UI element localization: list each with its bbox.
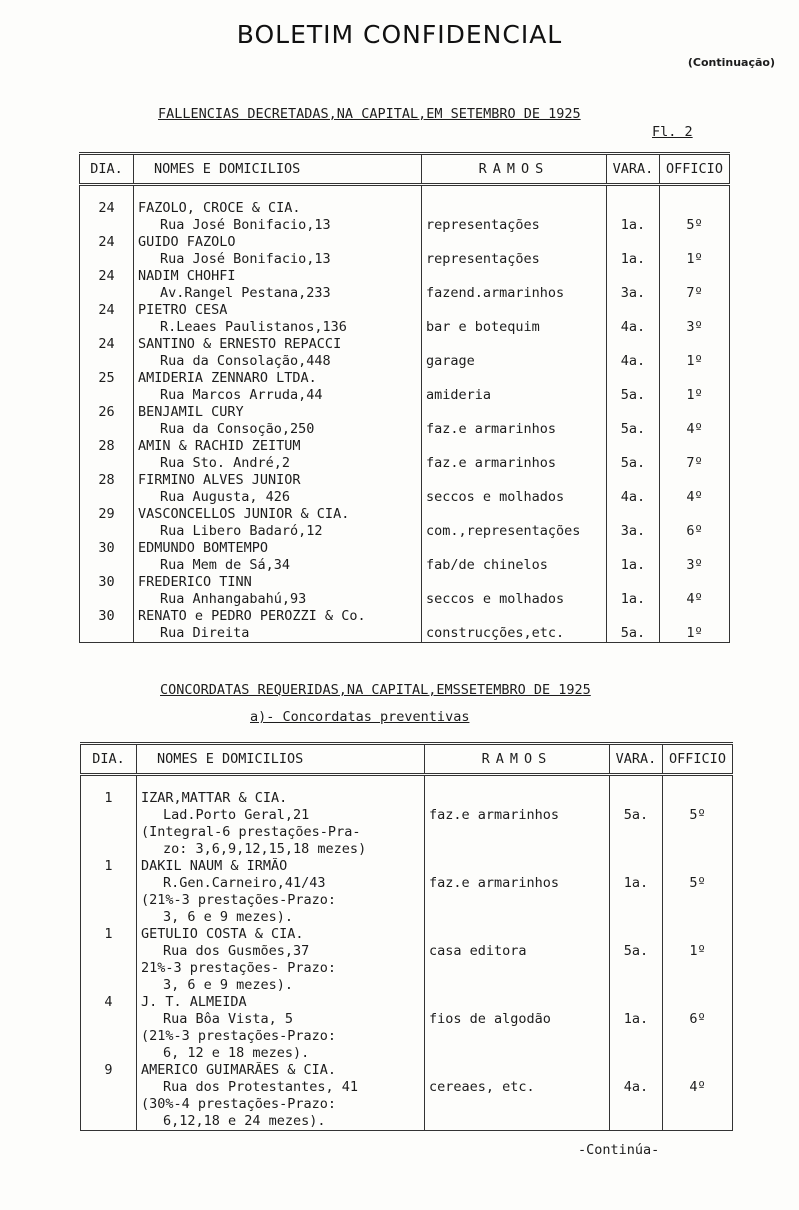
dia-cell: 24 [80, 185, 134, 235]
officio-cell [660, 302, 730, 336]
officio-text: 1º [686, 251, 703, 267]
vara-cell [610, 1062, 663, 1131]
ramo-cell [422, 185, 607, 235]
col-ramos: RAMOS [422, 154, 607, 185]
terms-line: zo: 3,6,9,12,15,18 mezes) [163, 841, 367, 857]
officio-text: 4º [686, 591, 703, 607]
ramo-text: faz.e armarinhos [429, 807, 560, 823]
terms-line: 21%-3 prestações- Prazo: [141, 960, 337, 976]
terms-line: 3, 6 e 9 mezes). [163, 977, 294, 993]
firm-address: Rua Sto. André,2 [160, 455, 291, 471]
officio-cell [660, 540, 730, 574]
officio-cell [660, 438, 730, 472]
col-nomes: NOMES E DOMICILIOS [137, 744, 425, 775]
table-row [80, 234, 730, 268]
table-row [80, 185, 730, 235]
firm-address: Rua Bôa Vista, 5 [163, 1011, 294, 1027]
firm-name: GETULIO COSTA & CIA. [141, 926, 304, 942]
ramo-text: com.,representações [426, 523, 581, 539]
ramo-cell [422, 404, 607, 438]
ramo-text: fios de algodão [429, 1011, 551, 1027]
officio-text: 1º [686, 353, 703, 369]
firm-name: BENJAMIL CURY [138, 404, 244, 420]
vara-cell [610, 926, 663, 994]
table-row [80, 608, 730, 643]
dia-cell: 30 [80, 574, 134, 608]
firm-name: AMIDERIA ZENNARO LTDA. [138, 370, 317, 386]
firm-address: Rua da Consolação,448 [160, 353, 331, 369]
firm-name: PIETRO CESA [138, 302, 228, 318]
firm-name: GUIDO FAZOLO [138, 234, 236, 250]
col-vara: VARA. [607, 154, 660, 185]
officio-text: 5º [686, 217, 703, 233]
nome-cell [137, 994, 425, 1062]
table-row [80, 268, 730, 302]
vara-cell [607, 472, 660, 506]
vara-text: 1a. [620, 557, 646, 573]
dia-cell: 24 [80, 268, 134, 302]
dia-cell: 1 [81, 926, 137, 994]
officio-cell [663, 858, 733, 926]
vara-cell [607, 438, 660, 472]
firm-name: AMERICO GUIMARÃES & CIA. [141, 1062, 337, 1078]
vara-text: 1a. [623, 875, 649, 891]
firm-address: Rua da Consoção,250 [160, 421, 315, 437]
firm-name: IZAR,MATTAR & CIA. [141, 790, 288, 806]
dia-cell: 24 [80, 234, 134, 268]
firm-address: Rua José Bonifacio,13 [160, 217, 331, 233]
nome-cell [134, 608, 422, 643]
ramo-text: fazend.armarinhos [426, 285, 565, 301]
firm-address: Rua Libero Badaró,12 [160, 523, 323, 539]
continuation-label: (Continuação) [687, 56, 775, 69]
vara-cell [610, 858, 663, 926]
nome-cell [137, 775, 425, 859]
ramo-cell [422, 268, 607, 302]
dia-cell: 26 [80, 404, 134, 438]
table-row [81, 1062, 733, 1131]
concordatas-table [80, 742, 733, 1131]
ramo-cell [422, 234, 607, 268]
nome-cell [134, 302, 422, 336]
officio-text: 7º [686, 455, 703, 471]
officio-text: 6º [686, 523, 703, 539]
firm-address: Rua Marcos Arruda,44 [160, 387, 323, 403]
col-dia: DIA. [81, 744, 137, 775]
ramo-text: cereaes, etc. [429, 1079, 535, 1095]
vara-cell [607, 336, 660, 370]
table-row [80, 540, 730, 574]
officio-text: 4º [686, 421, 703, 437]
officio-cell [660, 608, 730, 643]
firm-name: AMIN & RACHID ZEITUM [138, 438, 301, 454]
fallencias-table [79, 152, 730, 643]
officio-text: 4º [689, 1079, 706, 1095]
nome-cell [134, 540, 422, 574]
ramo-cell [422, 336, 607, 370]
ramo-cell [425, 1062, 610, 1131]
firm-name: EDMUNDO BOMTEMPO [138, 540, 269, 556]
vara-text: 1a. [620, 217, 646, 233]
terms-line: 3, 6 e 9 mezes). [163, 909, 294, 925]
dia-cell: 28 [80, 438, 134, 472]
officio-text: 1º [686, 387, 703, 403]
firm-name: FREDERICO TINN [138, 574, 252, 590]
nome-cell [134, 438, 422, 472]
vara-text: 1a. [620, 591, 646, 607]
firm-name: NADIM CHOHFI [138, 268, 236, 284]
firm-address: Rua Anhangabahú,93 [160, 591, 307, 607]
ramo-cell [422, 608, 607, 643]
nome-cell [134, 185, 422, 235]
terms-line: (21%-3 prestações-Prazo: [141, 892, 337, 908]
folio-label: Fl. 2 [652, 124, 693, 140]
ramo-text: seccos e molhados [426, 591, 565, 607]
firm-name: DAKIL NAUM & IRMÃO [141, 858, 288, 874]
dia-cell: 29 [80, 506, 134, 540]
officio-cell [660, 506, 730, 540]
firm-address: Rua José Bonifacio,13 [160, 251, 331, 267]
nome-cell [134, 268, 422, 302]
fallencias-header-row [80, 154, 730, 185]
firm-name: SANTINO & ERNESTO REPACCI [138, 336, 342, 352]
vara-text: 5a. [623, 943, 649, 959]
dia-cell: 1 [81, 775, 137, 859]
officio-cell [660, 234, 730, 268]
vara-cell [607, 506, 660, 540]
firm-name: J. T. ALMEIDA [141, 994, 247, 1010]
vara-text: 5a. [620, 421, 646, 437]
officio-text: 1º [686, 625, 703, 641]
ramo-cell [422, 472, 607, 506]
nome-cell [134, 404, 422, 438]
firm-address: R.Gen.Carneiro,41/43 [163, 875, 326, 891]
table-row [80, 574, 730, 608]
vara-cell [607, 234, 660, 268]
vara-cell [607, 185, 660, 235]
col-officio: OFFICIO [660, 154, 730, 185]
firm-name: VASCONCELLOS JUNIOR & CIA. [138, 506, 350, 522]
dia-cell: 30 [80, 540, 134, 574]
officio-cell [660, 185, 730, 235]
table-row [81, 858, 733, 926]
vara-cell [607, 608, 660, 643]
firm-address: Rua dos Gusmões,37 [163, 943, 310, 959]
table-row [81, 775, 733, 859]
nome-cell [134, 506, 422, 540]
ramo-text: faz.e armarinhos [426, 421, 557, 437]
table-row [80, 336, 730, 370]
table-row [80, 404, 730, 438]
firm-name: FAZOLO, CROCE & CIA. [138, 200, 301, 216]
col-dia: DIA. [80, 154, 134, 185]
vara-cell [610, 994, 663, 1062]
nome-cell [137, 858, 425, 926]
firm-name: FIRMINO ALVES JUNIOR [138, 472, 301, 488]
ramo-cell [425, 775, 610, 859]
vara-text: 3a. [620, 523, 646, 539]
ramo-text: bar e botequim [426, 319, 540, 335]
firm-address: Rua dos Protestantes, 41 [163, 1079, 359, 1095]
nome-cell [134, 574, 422, 608]
ramo-cell [422, 302, 607, 336]
dia-cell: 25 [80, 370, 134, 404]
vara-text: 5a. [620, 455, 646, 471]
firm-address: Rua Augusta, 426 [160, 489, 291, 505]
nome-cell [134, 234, 422, 268]
continua-footer: -Continúa- [578, 1142, 660, 1158]
table-row [81, 994, 733, 1062]
vara-text: 5a. [620, 625, 646, 641]
nome-cell [137, 926, 425, 994]
officio-text: 3º [686, 557, 703, 573]
firm-address: Av.Rangel Pestana,233 [160, 285, 331, 301]
nome-cell [137, 1062, 425, 1131]
officio-cell [663, 926, 733, 994]
officio-cell [663, 994, 733, 1062]
vara-cell [607, 574, 660, 608]
firm-address: R.Leaes Paulistanos,136 [160, 319, 347, 335]
dia-cell: 24 [80, 336, 134, 370]
officio-text: 1º [689, 943, 706, 959]
table-row [80, 506, 730, 540]
firm-address: Rua Mem de Sá,34 [160, 557, 291, 573]
dia-cell: 30 [80, 608, 134, 643]
firm-name: RENATO e PEDRO PEROZZI & Co. [138, 608, 366, 624]
table-row [80, 438, 730, 472]
ramo-cell [422, 540, 607, 574]
vara-text: 5a. [623, 807, 649, 823]
dia-cell: 1 [81, 858, 137, 926]
terms-line: (Integral-6 prestações-Pra- [141, 824, 361, 840]
table-row [80, 472, 730, 506]
ramo-text: casa editora [429, 943, 527, 959]
terms-line: 6, 12 e 18 mezes). [163, 1045, 310, 1061]
table-row [80, 370, 730, 404]
col-vara: VARA. [610, 744, 663, 775]
ramo-cell [422, 438, 607, 472]
vara-text: 4a. [620, 319, 646, 335]
concordatas-heading: CONCORDATAS REQUERIDAS,NA CAPITAL,EMSSETEMBRO DE 1925 [160, 682, 591, 698]
officio-text: 7º [686, 285, 703, 301]
officio-cell [660, 404, 730, 438]
vara-text: 4a. [620, 353, 646, 369]
col-nomes: NOMES E DOMICILIOS [134, 154, 422, 185]
table-row [80, 302, 730, 336]
officio-text: 5º [689, 807, 706, 823]
ramo-text: garage [426, 353, 475, 369]
vara-cell [607, 404, 660, 438]
ramo-text: faz.e armarinhos [429, 875, 560, 891]
vara-text: 1a. [623, 1011, 649, 1027]
ramo-text: amideria [426, 387, 492, 403]
officio-cell [660, 370, 730, 404]
dia-cell: 24 [80, 302, 134, 336]
vara-text: 4a. [620, 489, 646, 505]
officio-cell [660, 574, 730, 608]
vara-text: 3a. [620, 285, 646, 301]
vara-text: 1a. [620, 251, 646, 267]
officio-text: 4º [686, 489, 703, 505]
page-title: BOLETIM CONFIDENCIAL [236, 20, 563, 49]
nome-cell [134, 472, 422, 506]
officio-cell [663, 775, 733, 859]
officio-cell [660, 268, 730, 302]
officio-text: 5º [689, 875, 706, 891]
officio-cell [660, 472, 730, 506]
ramo-cell [422, 506, 607, 540]
col-ramos: RAMOS [425, 744, 610, 775]
terms-line: (21%-3 prestações-Prazo: [141, 1028, 337, 1044]
ramo-cell [422, 574, 607, 608]
ramo-cell [425, 926, 610, 994]
ramo-text: construcções,etc. [426, 625, 565, 641]
ramo-cell [422, 370, 607, 404]
vara-cell [607, 370, 660, 404]
nome-cell [134, 370, 422, 404]
officio-text: 6º [689, 1011, 706, 1027]
ramo-text: representações [426, 251, 540, 267]
terms-line: 6,12,18 e 24 mezes). [163, 1113, 326, 1129]
officio-text: 3º [686, 319, 703, 335]
terms-line: (30%-4 prestações-Prazo: [141, 1096, 337, 1112]
table-row [81, 926, 733, 994]
fallencias-heading: FALLENCIAS DECRETADAS,NA CAPITAL,EM SETEMBRO DE 1925 [158, 106, 581, 122]
ramo-text: faz.e armarinhos [426, 455, 557, 471]
ramo-cell [425, 994, 610, 1062]
nome-cell [134, 336, 422, 370]
col-officio: OFFICIO [663, 744, 733, 775]
firm-address: Rua Direita [160, 625, 250, 641]
officio-cell [663, 1062, 733, 1131]
vara-cell [607, 268, 660, 302]
vara-cell [607, 302, 660, 336]
firm-address: Lad.Porto Geral,21 [163, 807, 310, 823]
vara-cell [610, 775, 663, 859]
vara-text: 5a. [620, 387, 646, 403]
dia-cell: 28 [80, 472, 134, 506]
dia-cell: 9 [81, 1062, 137, 1131]
officio-cell [660, 336, 730, 370]
ramo-cell [425, 858, 610, 926]
concordatas-header-row [81, 744, 733, 775]
ramo-text: representações [426, 217, 540, 233]
ramo-text: seccos e molhados [426, 489, 565, 505]
vara-cell [607, 540, 660, 574]
dia-cell: 4 [81, 994, 137, 1062]
vara-text: 4a. [623, 1079, 649, 1095]
concordatas-subheading: a)- Concordatas preventivas [250, 709, 470, 725]
ramo-text: fab/de chinelos [426, 557, 548, 573]
